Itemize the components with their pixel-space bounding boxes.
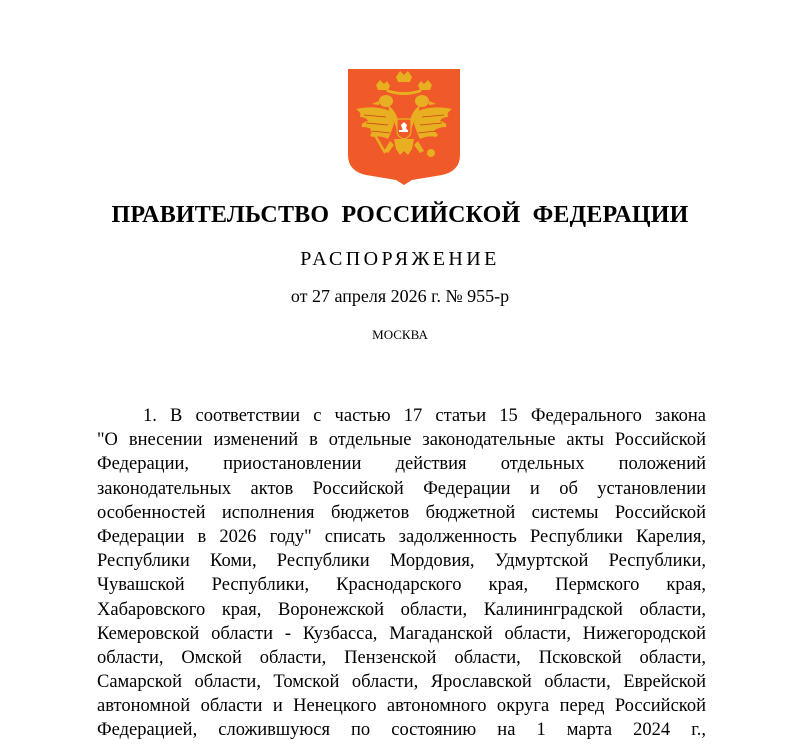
document-city: МОСКВА — [372, 327, 428, 342]
body-line: Республики Коми, Республики Мордовия, Удмуртской Республики, — [97, 551, 706, 572]
body-line: Хабаровского края, Воронежской области, Калининградской области, — [97, 599, 706, 620]
body-line: Федерации, приостановлении действия отдельных положений — [97, 454, 706, 475]
russian-coat-of-arms-icon — [346, 67, 462, 185]
document-body — [97, 404, 706, 743]
body-line: Самарской области, Томской области, Ярославской области, Еврейской — [97, 672, 706, 693]
government-title: ПРАВИТЕЛЬСТВО РОССИЙСКОЙ ФЕДЕРАЦИИ — [111, 202, 689, 228]
body-line: Чувашской Республики, Краснодарского края, Пермского края, — [97, 575, 706, 596]
body-line: "О внесении изменений в отдельные законодательные акты Российской — [97, 430, 706, 451]
body-line: особенностей исполнения бюджетов бюджетной системы Российской — [97, 502, 706, 523]
body-line: 1. В соответствии с частью 17 статьи 15 Федерального закона — [143, 406, 706, 426]
document-type: РАСПОРЯЖЕНИЕ — [300, 248, 500, 270]
body-line: области, Омской области, Пензенской области, Псковской области, — [97, 647, 706, 668]
body-line: Кемеровской области - Кузбасса, Магаданской области, Нижегородской — [97, 623, 706, 644]
body-line: законодательных актов Российской Федерации и об установлении — [97, 478, 706, 499]
body-line: Федерацией, сложившуюся по состоянию на 1 марта 2024 г., — [97, 720, 706, 741]
body-line: Федерации в 2026 году" списать задолженность Республики Карелия, — [97, 526, 706, 547]
document-date-number: от 27 апреля 2026 г. № 955-р — [290, 286, 510, 306]
body-line: автономной области и Ненецкого автономного округа перед Российской — [97, 696, 706, 717]
